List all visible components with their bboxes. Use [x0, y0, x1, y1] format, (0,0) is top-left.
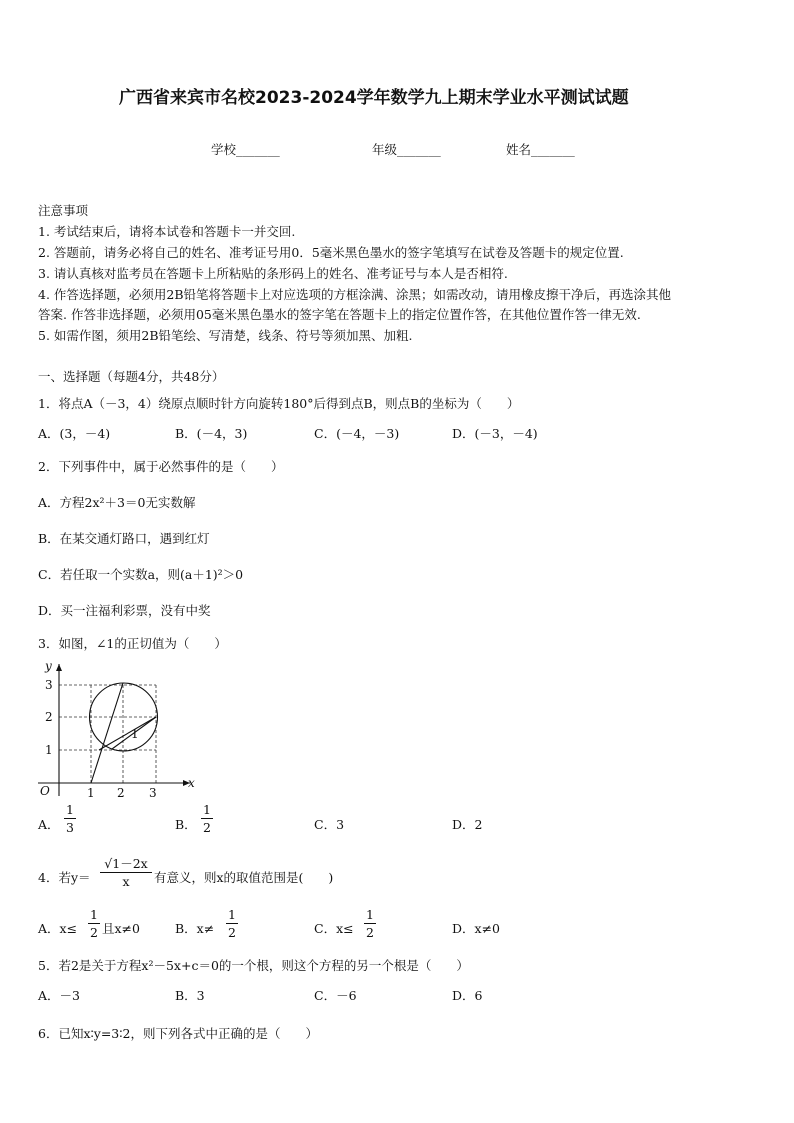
notice-heading: 注意事项 — [38, 203, 89, 218]
chord — [99, 717, 156, 750]
fraction-numerator: 1 — [66, 802, 74, 817]
q4-option-a-suffix: 且x≠0 — [102, 921, 140, 936]
q5-option-b[interactable]: B．3 — [175, 988, 205, 1003]
notice-item-3: 3. 请认真核对监考员在答题卡上所粘贴的条形码上的姓名、准考证号与本人是否相符. — [38, 266, 508, 281]
q3-option-c[interactable]: C．3 — [314, 817, 345, 832]
q2-stem: 2．下列事件中，属于必然事件的是（ ） — [38, 459, 284, 474]
y-axis-arrow — [56, 664, 62, 671]
fraction-bar — [64, 818, 76, 819]
q3-option-a-fraction — [64, 802, 76, 835]
q3-stem: 3．如图，∠1的正切值为（ ） — [38, 636, 227, 651]
q4-option-a-fraction — [88, 907, 100, 940]
section-heading: 一、选择题（每题4分，共48分） — [38, 369, 225, 384]
y-tick-1: 1 — [45, 743, 53, 757]
q1-option-a[interactable]: A．(3，－4) — [38, 426, 111, 441]
q2-option-c[interactable]: C．若任取一个实数a，则(a＋1)²＞0 — [38, 567, 244, 582]
fraction-bar — [226, 923, 238, 924]
fraction-numerator: 1 — [228, 907, 236, 922]
notice-item-4-cont: 答案. 作答非选择题，必须用05毫米黑色墨水的签字笔在答题卡上的指定位置作答，在其他位置作答一律无效. — [38, 307, 641, 322]
x-axis-label: x — [188, 776, 195, 790]
q2-option-b[interactable]: B．在某交通灯路口，遇到红灯 — [38, 531, 210, 546]
origin-label: O — [40, 784, 50, 798]
name-field[interactable]: 姓名_______ — [506, 142, 575, 157]
x-tick-1: 1 — [87, 786, 95, 800]
fraction-numerator: 1 — [203, 802, 211, 817]
x-tick-2: 2 — [117, 786, 125, 800]
q4-option-c[interactable]: C．x≤ — [314, 921, 354, 936]
school-field[interactable]: 学校_______ — [211, 142, 280, 157]
q3-figure — [28, 656, 203, 801]
q2-option-a[interactable]: A．方程2x²＋3＝0无实数解 — [38, 495, 196, 510]
q4-option-b[interactable]: B．x≠ — [175, 921, 215, 936]
q4-option-b-fraction — [226, 907, 238, 940]
y-tick-2: 2 — [45, 710, 53, 724]
q3-option-d[interactable]: D．2 — [452, 817, 483, 832]
fraction-denominator: 3 — [66, 820, 74, 835]
fraction-denominator: x — [122, 874, 130, 889]
fraction-numerator: √1－2x — [104, 856, 148, 871]
notice-item-1: 1. 考试结束后，请将本试卷和答题卡一并交回. — [38, 224, 296, 239]
fraction-bar — [364, 923, 376, 924]
fraction-denominator: 2 — [90, 925, 98, 940]
fraction-bar — [201, 818, 213, 819]
fraction-denominator: 2 — [203, 820, 211, 835]
notice-item-5: 5. 如需作图，须用2B铅笔绘、写清楚，线条、符号等须加黑、加粗. — [38, 328, 413, 343]
q4-stem-suffix: 有意义，则x的取值范围是( ) — [154, 870, 334, 885]
q1-stem: 1．将点A（－3，4）绕原点顺时针方向旋转180°后得到点B，则点B的坐标为（ ） — [38, 396, 520, 411]
q1-option-d[interactable]: D．(－3，－4) — [452, 426, 538, 441]
q5-stem: 5．若2是关于方程x²－5x+c＝0的一个根，则这个方程的另一个根是（ ） — [38, 958, 469, 973]
q5-option-d[interactable]: D．6 — [452, 988, 483, 1003]
q1-option-b[interactable]: B．(－4，3) — [175, 426, 248, 441]
q2-option-d[interactable]: D．买一注福利彩票，没有中奖 — [38, 603, 211, 618]
x-tick-3: 3 — [149, 786, 157, 800]
fraction-numerator: 1 — [366, 907, 374, 922]
notice-item-2: 2. 答题前，请务必将自己的姓名、准考证号用0．5毫米黑色墨水的签字笔填写在试卷及答题卡的规定位置. — [38, 245, 624, 260]
q5-option-c[interactable]: C．－6 — [314, 988, 357, 1003]
fraction-bar — [100, 872, 152, 873]
grade-field[interactable]: 年级_______ — [372, 142, 441, 157]
fraction-denominator: 2 — [228, 925, 236, 940]
q3-option-b-fraction — [201, 802, 213, 835]
q5-option-a[interactable]: A．－3 — [38, 988, 80, 1003]
q4-expression-fraction — [100, 856, 152, 889]
y-axis-label: y — [45, 659, 52, 673]
q3-option-b[interactable]: B． — [175, 817, 197, 832]
angle-label: 1 — [131, 727, 139, 741]
y-tick-3: 3 — [45, 678, 53, 692]
fraction-denominator: 2 — [366, 925, 374, 940]
exam-title: 广西省来宾市名校2023-2024学年数学九上期末学业水平测试试题 — [119, 88, 629, 108]
q4-option-d[interactable]: D．x≠0 — [452, 921, 500, 936]
fraction-bar — [88, 923, 100, 924]
q3-option-a[interactable]: A． — [38, 817, 60, 832]
q1-option-c[interactable]: C．(－4，－3) — [314, 426, 400, 441]
q4-option-c-fraction — [364, 907, 376, 940]
q6-stem: 6．已知x∶y=3∶2，则下列各式中正确的是（ ） — [38, 1026, 318, 1041]
q4-stem-prefix: 4．若y＝ — [38, 870, 91, 885]
fraction-numerator: 1 — [90, 907, 98, 922]
q4-option-a[interactable]: A．x≤ — [38, 921, 78, 936]
notice-item-4: 4. 作答选择题，必须用2B铅笔将答题卡上对应选项的方框涂满、涂黑；如需改动，请用橡皮擦干净后，再选涂其他 — [38, 287, 672, 302]
